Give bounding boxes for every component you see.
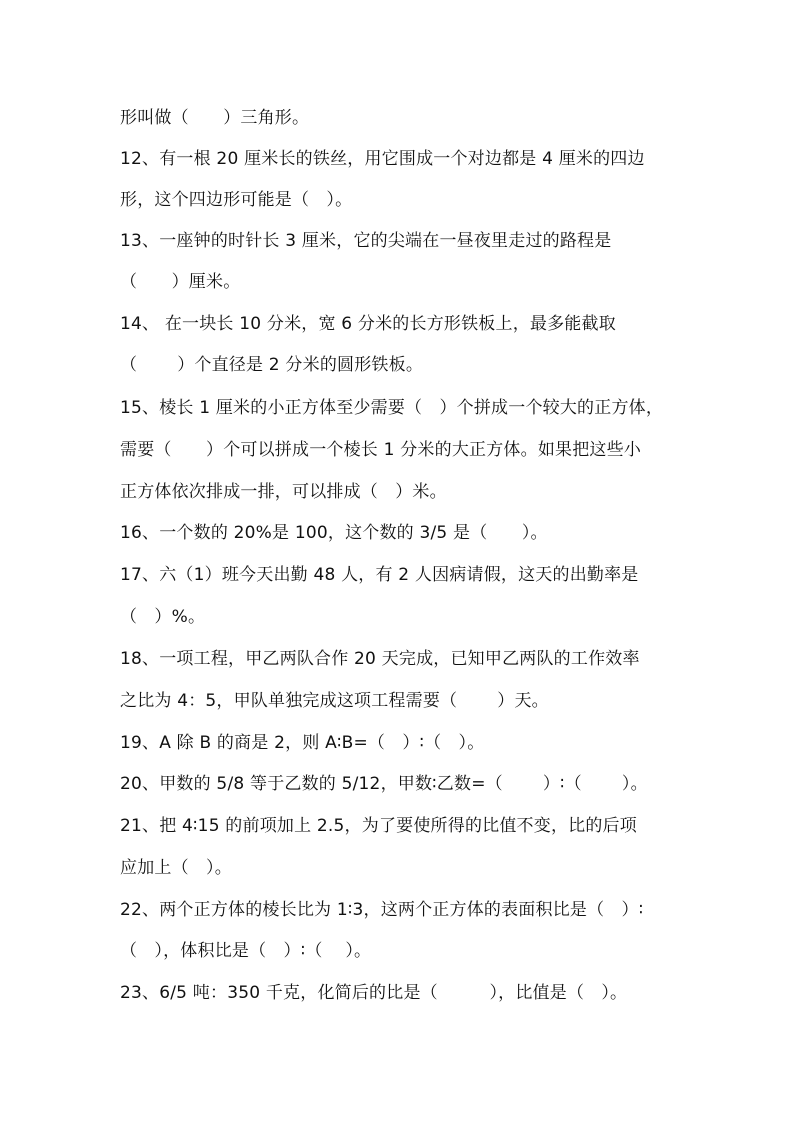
- question-14-line-2: （ ）个直径是 2 分米的圆形铁板。: [120, 355, 424, 375]
- text-line: 形叫做（ ）三角形。: [120, 108, 310, 128]
- question-20-line-1: 20、甲数的 5/8 等于乙数的 5/12，甲数∶乙数=（ ）∶（ ）。: [120, 774, 648, 794]
- question-12-line-2: 形，这个四边形可能是（ ）。: [120, 190, 353, 210]
- question-18-line-2: 之比为 4：5，甲队单独完成这项工程需要（ ）天。: [120, 691, 549, 711]
- question-18-line-1: 18、一项工程，甲乙两队合作 20 天完成，已知甲乙两队的工作效率: [120, 649, 640, 669]
- question-17-line-2: （ ）%。: [120, 607, 206, 627]
- question-22-line-2: （ ），体积比是（ ）∶（ ）。: [120, 941, 372, 961]
- question-12-line-1: 12、有一根 20 厘米长的铁丝，用它围成一个对边都是 4 厘米的四边: [120, 149, 645, 169]
- question-13-line-2: （ ）厘米。: [120, 272, 241, 292]
- question-15-line-1: 15、棱长 1 厘米的小正方体至少需要（ ）个拼成一个较大的正方体，: [120, 398, 664, 418]
- question-16-line-1: 16、一个数的 20%是 100，这个数的 3/5 是（ ）。: [120, 523, 548, 543]
- question-21-line-1: 21、把 4∶15 的前项加上 2.5，为了要使所得的比值不变，比的后项: [120, 816, 637, 836]
- question-22-line-1: 22、两个正方体的棱长比为 1∶3，这两个正方体的表面积比是（ ）∶: [120, 900, 644, 920]
- question-13-line-1: 13、一座钟的时针长 3 厘米，它的尖端在一昼夜里走过的路程是: [120, 231, 612, 251]
- question-17-line-1: 17、六（1）班今天出勤 48 人，有 2 人因病请假，这天的出勤率是: [120, 565, 639, 585]
- question-15-line-2: 需要（ ）个可以拼成一个棱长 1 分米的大正方体。如果把这些小: [120, 440, 642, 460]
- question-15-line-3: 正方体依次排成一排，可以排成（ ）米。: [120, 482, 447, 502]
- question-14-line-1: 14、 在一块长 10 分米，宽 6 分米的长方形铁板上，最多能截取: [120, 314, 616, 334]
- question-19-line-1: 19、A 除 B 的商是 2，则 A∶B=（ ）∶（ ）。: [120, 733, 485, 753]
- question-21-line-2: 应加上（ ）。: [120, 858, 232, 878]
- question-23-line-1: 23、6/5 吨：350 千克，化简后的比是（ ），比值是（ ）。: [120, 983, 628, 1003]
